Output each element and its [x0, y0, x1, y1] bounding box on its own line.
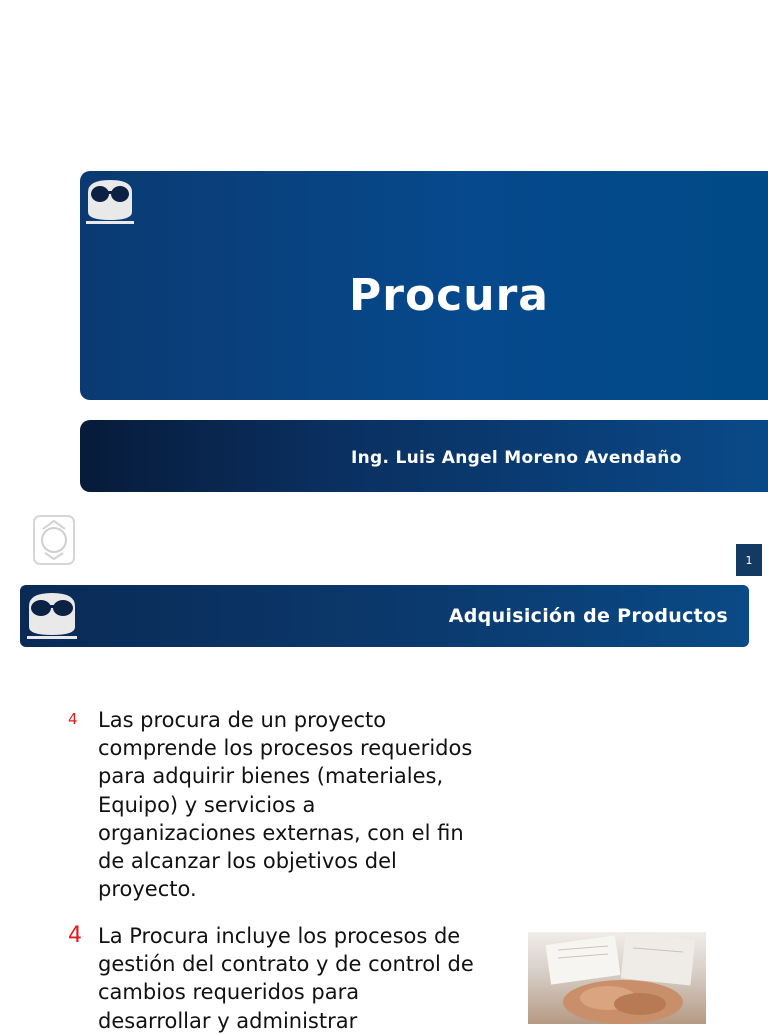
owl-logo-icon [25, 589, 79, 641]
bullet-text: La Procura incluye los procesos de gestión del contrato y de control de cambios requeridos para desarrollar y administrar [98, 924, 474, 1033]
bullet-marker: 4 [68, 710, 78, 728]
owl-logo-icon [84, 176, 136, 226]
section-title: Adquisición de Productos [448, 605, 728, 627]
author-name: Ing. Luis Angel Moreno Avendaño [351, 448, 682, 468]
university-seal-icon [31, 513, 77, 567]
bullet-marker: 4 [68, 923, 82, 948]
page-number-badge: 1 [736, 544, 762, 576]
bullet-text: Las procura de un proyecto comprende los procesos requeridos para adquirir bienes (materiales, Equipo) y servicios a organizaciones externas, con el fin de alcanzar los objetivos del proyecto. [98, 708, 473, 902]
slide-title: Procura [349, 270, 549, 321]
handshake-photo [528, 932, 706, 1024]
